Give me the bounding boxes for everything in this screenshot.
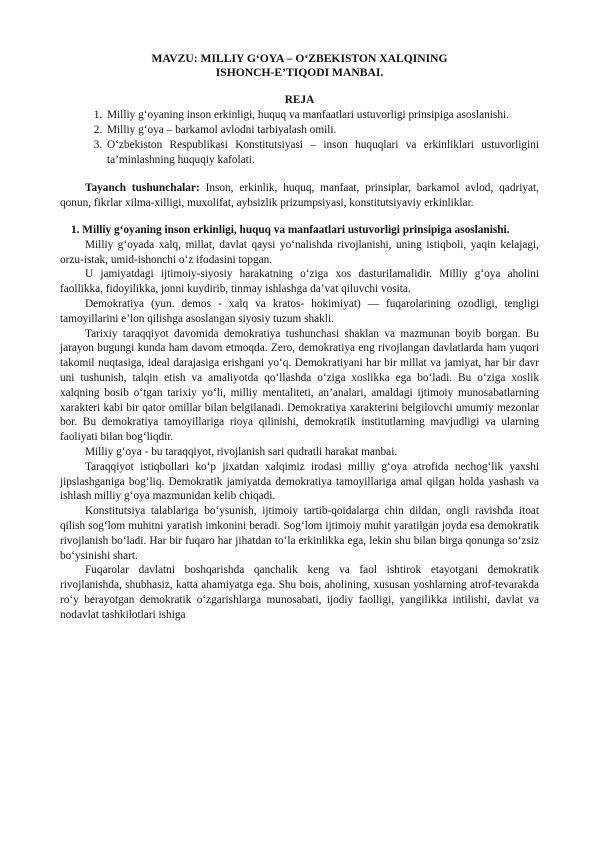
title-line-1: MAVZU: MILLIY G‘OYA – O‘ZBEKISTON XALQINING bbox=[151, 52, 448, 65]
body-paragraph: Konstitutsiya talablariga bo‘ysunish, ijtimoiy tartib-qoidalarga chin dildan, ongli ravishda itoat qilish sog‘lom muhitni yaratish imkonini beradi. Sog‘lom ijtimoiy muhit yaratilgan joyda esa demokratik rivojlanish bo‘ladi. Har bir fuqaro har jihatdan to‘la erkinlikka ega, lekin shu bilan birga qonunga so‘zsiz bo‘ysinishi shart. bbox=[60, 505, 539, 562]
title-line-2: ISHONCH-E’TIQODI MANBAI. bbox=[215, 66, 384, 80]
body-paragraph: Demokratiya (yun. demos - xalq va kratos- hokimiyat) — fuqarolarining ozodligi, tengligi tamoyillarini e’lon qilishga asoslangan siyosiy tuzum shakli. bbox=[60, 297, 539, 325]
body-paragraph: U jamiyatdagi ijtimoiy-siyosiy harakatning o‘ziga xos dasturilamalidir. Milliy g‘oya aholini faollikka, fidoyilikka, jonni kuydirib, tinmay ishlashga da’vat qiluvchi vosita. bbox=[60, 268, 539, 296]
plan-list bbox=[60, 108, 539, 167]
body-paragraph: Taraqqiyot istiqbollari ko‘p jixatdan xalqimiz irodasi milliy g‘oya atrofida nechog‘lik yaxshi jipslashganiga bog‘liq. Demokratik jamiyatda demokratiya tamoyillariga amal qilgan holda yashash va ishlash milliy g‘oya mazmunidan kelib chiqadi. bbox=[60, 460, 539, 503]
body-paragraph: Tarixiy taraqqiyot davomida demokratiya tushunchasi shaklan va mazmunan boyib borgan. Bu jarayon bugungi kunda ham davom etmoqda. Zero, demokratiya eng rivojlangan davlatlarda ham yuqori takomil nuqtasiga, ideal darajasiga erishgani yo‘q. Demokratiyani har bir millat va jamiyat, har bir davr uni tushunish, talqin etish va amaliyotda qo‘llashda o‘ziga xoslikka ega bo‘ladi. Bu o‘ziga xoslik xalqning bosib o‘tgan tarixiy yo‘li, milliy mentaliteti, an’analari, amaldagi ijtimoiy munosabatlarning xarakteri kabi bir qator omillar bilan belgilanadi. Demokratiya xarakterini belgilovchi umumiy mezonlar bor. Bu demokratiya tamoyillariga rioya qilinishi, demokratik institutlarning mavjudligi va ularning faoliyati bilan bog‘liqdir. bbox=[60, 327, 539, 444]
keywords-text: Inson, erkinlik, huquq, manfaat, prinsiplar, barkamol avlod, qadriyat, qonun, fikrlar xilma-xilligi, muxolifat, aybsizlik prizumpsiyasi, konstitutsiyaviy erkinliklar. bbox=[60, 182, 539, 210]
section-heading: 1. Milliy g‘oyaning inson erkinligi, huquq va manfaatlari ustuvorligi prinsipiga asoslanishi. bbox=[71, 223, 510, 236]
plan-item: 1. Milliy g‘oyaning inson erkinligi, huquq va manfaatlari ustuvorligi prinsipiga asoslanishi. bbox=[105, 108, 539, 123]
plan-item: 3. O‘zbekiston Respublikasi Konstitutsiyasi – inson huquqlari va erkinliklari ustuvorligini ta’minlashning huquqiy kafolati. bbox=[105, 138, 539, 168]
body-paragraph: Milliy g‘oya - bu taraqqiyot, rivojlanish sari qudratli harakat manbai. bbox=[85, 445, 398, 458]
plan-heading: REJA bbox=[284, 94, 315, 107]
body-paragraph: Fuqarolar davlatni boshqarishda qanchalik keng va faol ishtirok etayotgani demokratik rivojlanishda, shubhasiz, katta ahamiyatga ega. Shu bois, aholining, xususan yoshlarning atrof-tevarakda ro‘y berayotgan demokratik o‘zgarishlarga munosabati, ijodiy faolligi, yangilikka intilishi, davlat va nodavlat tashkilotlari ishiga bbox=[60, 564, 539, 621]
document-title bbox=[60, 52, 539, 80]
body-paragraph: Milliy g‘oyada xalq, millat, davlat qaysi yo‘nalishda rivojlanishi, uning istiqboli, yaqin kelajagi, orzu-istak, umid-ishonchi o‘z ifodasini topgan. bbox=[60, 238, 539, 266]
plan-item: 2. Milliy g‘oya – barkamol avlodni tarbiyalash omili. bbox=[105, 123, 539, 138]
keywords-label: Tayanch tushunchalar: bbox=[85, 182, 200, 195]
keywords-paragraph bbox=[60, 181, 539, 211]
document-page bbox=[60, 52, 539, 623]
